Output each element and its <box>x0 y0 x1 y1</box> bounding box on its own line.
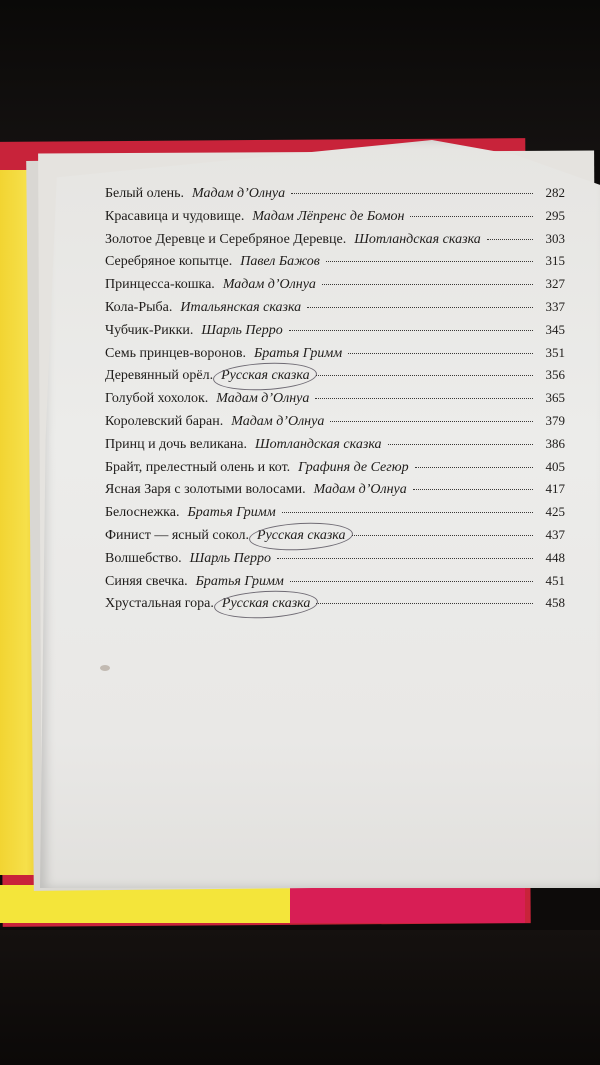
toc-dot-leader <box>291 193 533 194</box>
toc-entry-author: Братья Гримм <box>254 345 343 361</box>
toc-entry-author: Мадам д’Олнуа <box>313 482 407 498</box>
toc-entry-title: Серебряное копытце. <box>105 254 233 270</box>
toc-entry-title: Волшебство. <box>105 550 182 566</box>
toc-entry-title: Белый олень. <box>105 186 185 201</box>
toc-entry <box>105 481 565 504</box>
toc-entry-author: Братья Гримм <box>195 573 284 589</box>
cover-pink-band <box>290 885 525 923</box>
toc-entry-author-circled: Русская сказка <box>221 368 310 384</box>
toc-entry <box>105 595 565 618</box>
toc-entry <box>105 299 565 322</box>
toc-entry-title: Белоснежка. <box>105 505 180 521</box>
toc-dot-leader <box>290 581 533 582</box>
toc-dot-leader <box>415 467 533 468</box>
toc-entry-title: Принцесса-кошка. <box>105 277 215 293</box>
toc-entry-author: Графиня де Сегюр <box>298 459 409 475</box>
toc-entry-page-number: 425 <box>545 504 565 520</box>
toc-entry-page-number: 417 <box>545 481 565 497</box>
toc-entry-author: Мадам д’Олнуа <box>216 391 310 407</box>
toc-entry-author: Павел Бажов <box>240 254 320 270</box>
toc-entry-page-number: 327 <box>545 276 565 292</box>
toc-dot-leader <box>307 307 533 308</box>
toc-entry-author: Шарль Перро <box>189 550 271 566</box>
toc-entry <box>105 436 565 459</box>
toc-dot-leader <box>316 603 533 604</box>
toc-dot-leader <box>326 261 533 262</box>
toc-entry-author-circled: Русская сказка <box>221 596 311 612</box>
toc-entry-page-number: 379 <box>545 412 565 428</box>
toc-dot-leader <box>388 444 533 445</box>
toc-entry-title: Семь принцев-воронов. <box>105 345 247 361</box>
toc-entry-author: Мадам д’Олнуа <box>222 277 316 293</box>
toc-entry-title: Синяя свечка. <box>105 573 188 589</box>
toc-entry <box>105 413 565 436</box>
toc-entry <box>105 322 565 345</box>
toc-entry-title: Королевский баран. <box>105 413 224 429</box>
toc-entry-title: Голубой хохолок. <box>105 391 209 407</box>
toc-entry-title: Ясная Заря с золотыми волосами. <box>105 482 306 498</box>
toc-entry-page-number: 458 <box>545 595 565 611</box>
toc-dot-leader <box>413 489 533 490</box>
toc-entry-page-number: 365 <box>545 390 565 406</box>
toc-entry-author: Шотландская сказка <box>255 436 382 452</box>
table-of-contents <box>105 185 565 618</box>
toc-dot-leader <box>316 375 533 376</box>
toc-entry-title: Деревянный орёл. <box>105 368 214 384</box>
toc-entry-author-circled: Русская сказка <box>257 527 346 543</box>
toc-entry-title: Принц и дочь великана. <box>105 436 247 452</box>
toc-entry-page-number: 437 <box>545 526 565 542</box>
toc-dot-leader <box>277 558 533 559</box>
toc-entry-title: Чубчик-Рикки. <box>105 322 194 338</box>
toc-dot-leader <box>282 512 533 513</box>
toc-dot-leader <box>289 330 533 331</box>
toc-entry <box>105 253 565 276</box>
toc-entry-author: Мадам Лёпренс де Бомон <box>252 208 405 224</box>
toc-entry-title: Кола-Рыба. <box>105 299 173 315</box>
toc-entry-author: Шарль Перро <box>201 322 283 338</box>
toc-entry-title: Красавица и чудовище. <box>105 208 245 224</box>
toc-entry <box>105 367 565 390</box>
toc-entry-page-number: 303 <box>545 230 565 246</box>
toc-entry-page-number: 282 <box>545 185 565 200</box>
toc-dot-leader <box>348 353 533 354</box>
toc-entry-author: Братья Гримм <box>187 505 276 521</box>
toc-entry-author: Итальянская сказка <box>180 299 302 315</box>
toc-entry-page-number: 345 <box>545 321 565 337</box>
toc-entry <box>105 390 565 413</box>
toc-dot-leader <box>487 239 533 240</box>
toc-entry <box>105 573 565 596</box>
toc-entry-page-number: 451 <box>545 572 565 588</box>
toc-entry <box>105 185 565 208</box>
floor-background-bottom <box>0 930 600 1065</box>
toc-dot-leader <box>352 535 533 536</box>
toc-entry-title: Золотое Деревце и Серебряное Деревце. <box>105 231 347 247</box>
toc-entry <box>105 550 565 573</box>
floor-background-top <box>0 0 600 150</box>
toc-dot-leader <box>322 284 533 285</box>
toc-entry-page-number: 356 <box>545 367 565 383</box>
toc-entry-page-number: 351 <box>545 344 565 360</box>
toc-entry <box>105 208 565 231</box>
toc-entry-author: Мадам д’Олнуа <box>192 186 286 201</box>
toc-entry-page-number: 386 <box>545 435 565 451</box>
toc-dot-leader <box>315 398 533 399</box>
toc-entry-page-number: 448 <box>545 549 565 565</box>
toc-entry-page-number: 337 <box>545 298 565 314</box>
toc-entry <box>105 527 565 550</box>
toc-entry-title: Хрустальная гора. <box>105 596 214 612</box>
toc-entry <box>105 459 565 482</box>
toc-entry-title: Брайт, прелестный олень и кот. <box>105 459 291 475</box>
toc-entry <box>105 345 565 368</box>
toc-entry-page-number: 405 <box>545 458 565 474</box>
toc-entry <box>105 231 565 254</box>
toc-entry <box>105 504 565 527</box>
toc-entry <box>105 276 565 299</box>
toc-entry-page-number: 315 <box>545 253 565 269</box>
toc-entry-author: Мадам д’Олнуа <box>231 413 325 429</box>
toc-entry-page-number: 295 <box>545 207 565 223</box>
toc-dot-leader <box>410 216 533 217</box>
toc-dot-leader <box>330 421 533 422</box>
page-smudge <box>100 665 110 671</box>
toc-entry-title: Финист — ясный сокол. <box>105 527 250 543</box>
toc-entry-author: Шотландская сказка <box>354 231 481 247</box>
